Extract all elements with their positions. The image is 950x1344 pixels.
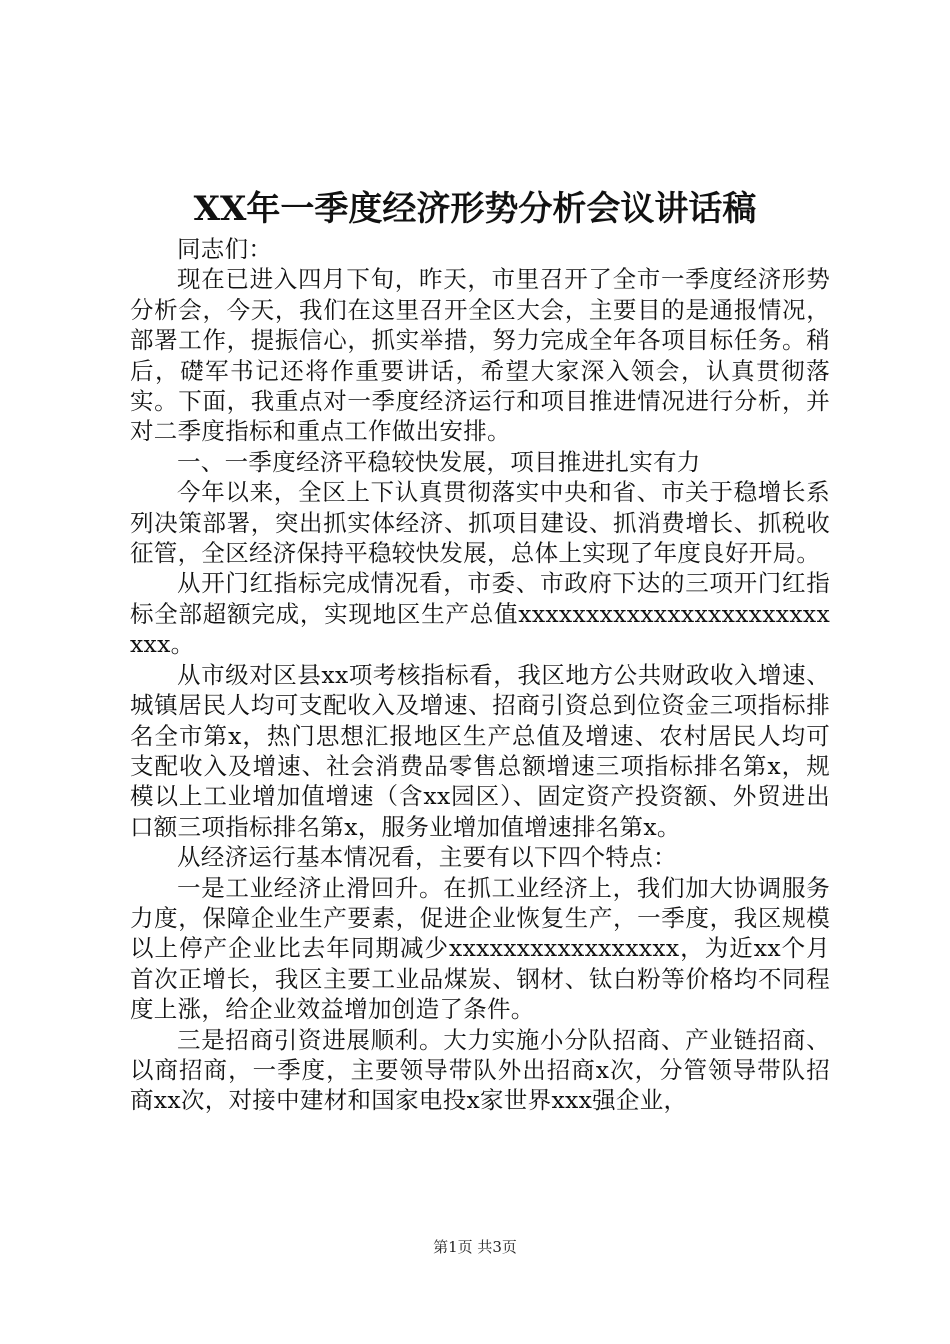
body-paragraph: 从经济运行基本情况看，主要有以下四个特点： [177, 843, 677, 872]
body-paragraph: 一是工业经济止滑回升。在抓工业经济上，我们加大协调服务力度，保障企业生产要素，促进企业恢复生产，一季度，我区规模以上停产企业比去年同期减少xxxxxxxxxxxxxxxxx，为近xx个月首次正增长，我区主要工业品煤炭、钢材、钛白粉等价格均不同程度上涨，给企业效益增加创造了条件。 [130, 873, 830, 1024]
section-heading: 一、一季度经济平稳较快发展，项目推进扎实有力 [177, 447, 701, 476]
body-paragraph: 从市级对区县xx项考核指标看，我区地方公共财政收入增速、城镇居民人均可支配收入及增速、招商引资总到位资金三项指标排名全市第x，热门思想汇报地区生产总值及增速、农村居民人均可支配收入及增速、社会消费品零售总额增速三项指标排名第x，规模以上工业增加值增速（含xx园区）、固定资产投资额、外贸进出口额三项指标排名第x，服务业增加值增速排名第x。 [130, 660, 830, 841]
body-paragraph: 三是招商引资进展顺利。大力实施小分队招商、产业链招商、以商招商，一季度，主要领导带队外出招商x次，分管领导带队招商xx次，对接中建材和国家电投x家世界xxx强企业， [130, 1025, 830, 1115]
document-body [130, 234, 830, 1116]
body-paragraph: 从开门红指标完成情况看，市委、市政府下达的三项开门红指标全部超额完成，实现地区生产总值xxxxxxxxxxxxxxxxxxxxxxxxxx。 [130, 569, 830, 659]
document-title: XX年一季度经济形势分析会议讲话稿 [193, 189, 757, 229]
greeting-paragraph: 同志们： [177, 235, 273, 263]
body-paragraph: 今年以来，全区上下认真贯彻落实中央和省、市关于稳增长系列决策部署，突出抓实体经济、抓项目建设、抓消费增长、抓税收征管，全区经济保持平稳较快发展，总体上实现了年度良好开局。 [130, 478, 830, 568]
intro-paragraph: 现在已进入四月下旬，昨天，市里召开了全市一季度经济形势分析会，今天，我们在这里召开全区大会，主要目的是通报情况，部署工作，提振信心，抓实举措，努力完成全年各项目标任务。稍后，礎军书记还将作重要讲话，希望大家深入领会，认真贯彻落实。下面，我重点对一季度经济运行和项目推进情况进行分析，并对二季度指标和重点工作做出安排。 [130, 265, 830, 446]
page-number-footer: 第1页 共3页 [433, 1238, 517, 1256]
